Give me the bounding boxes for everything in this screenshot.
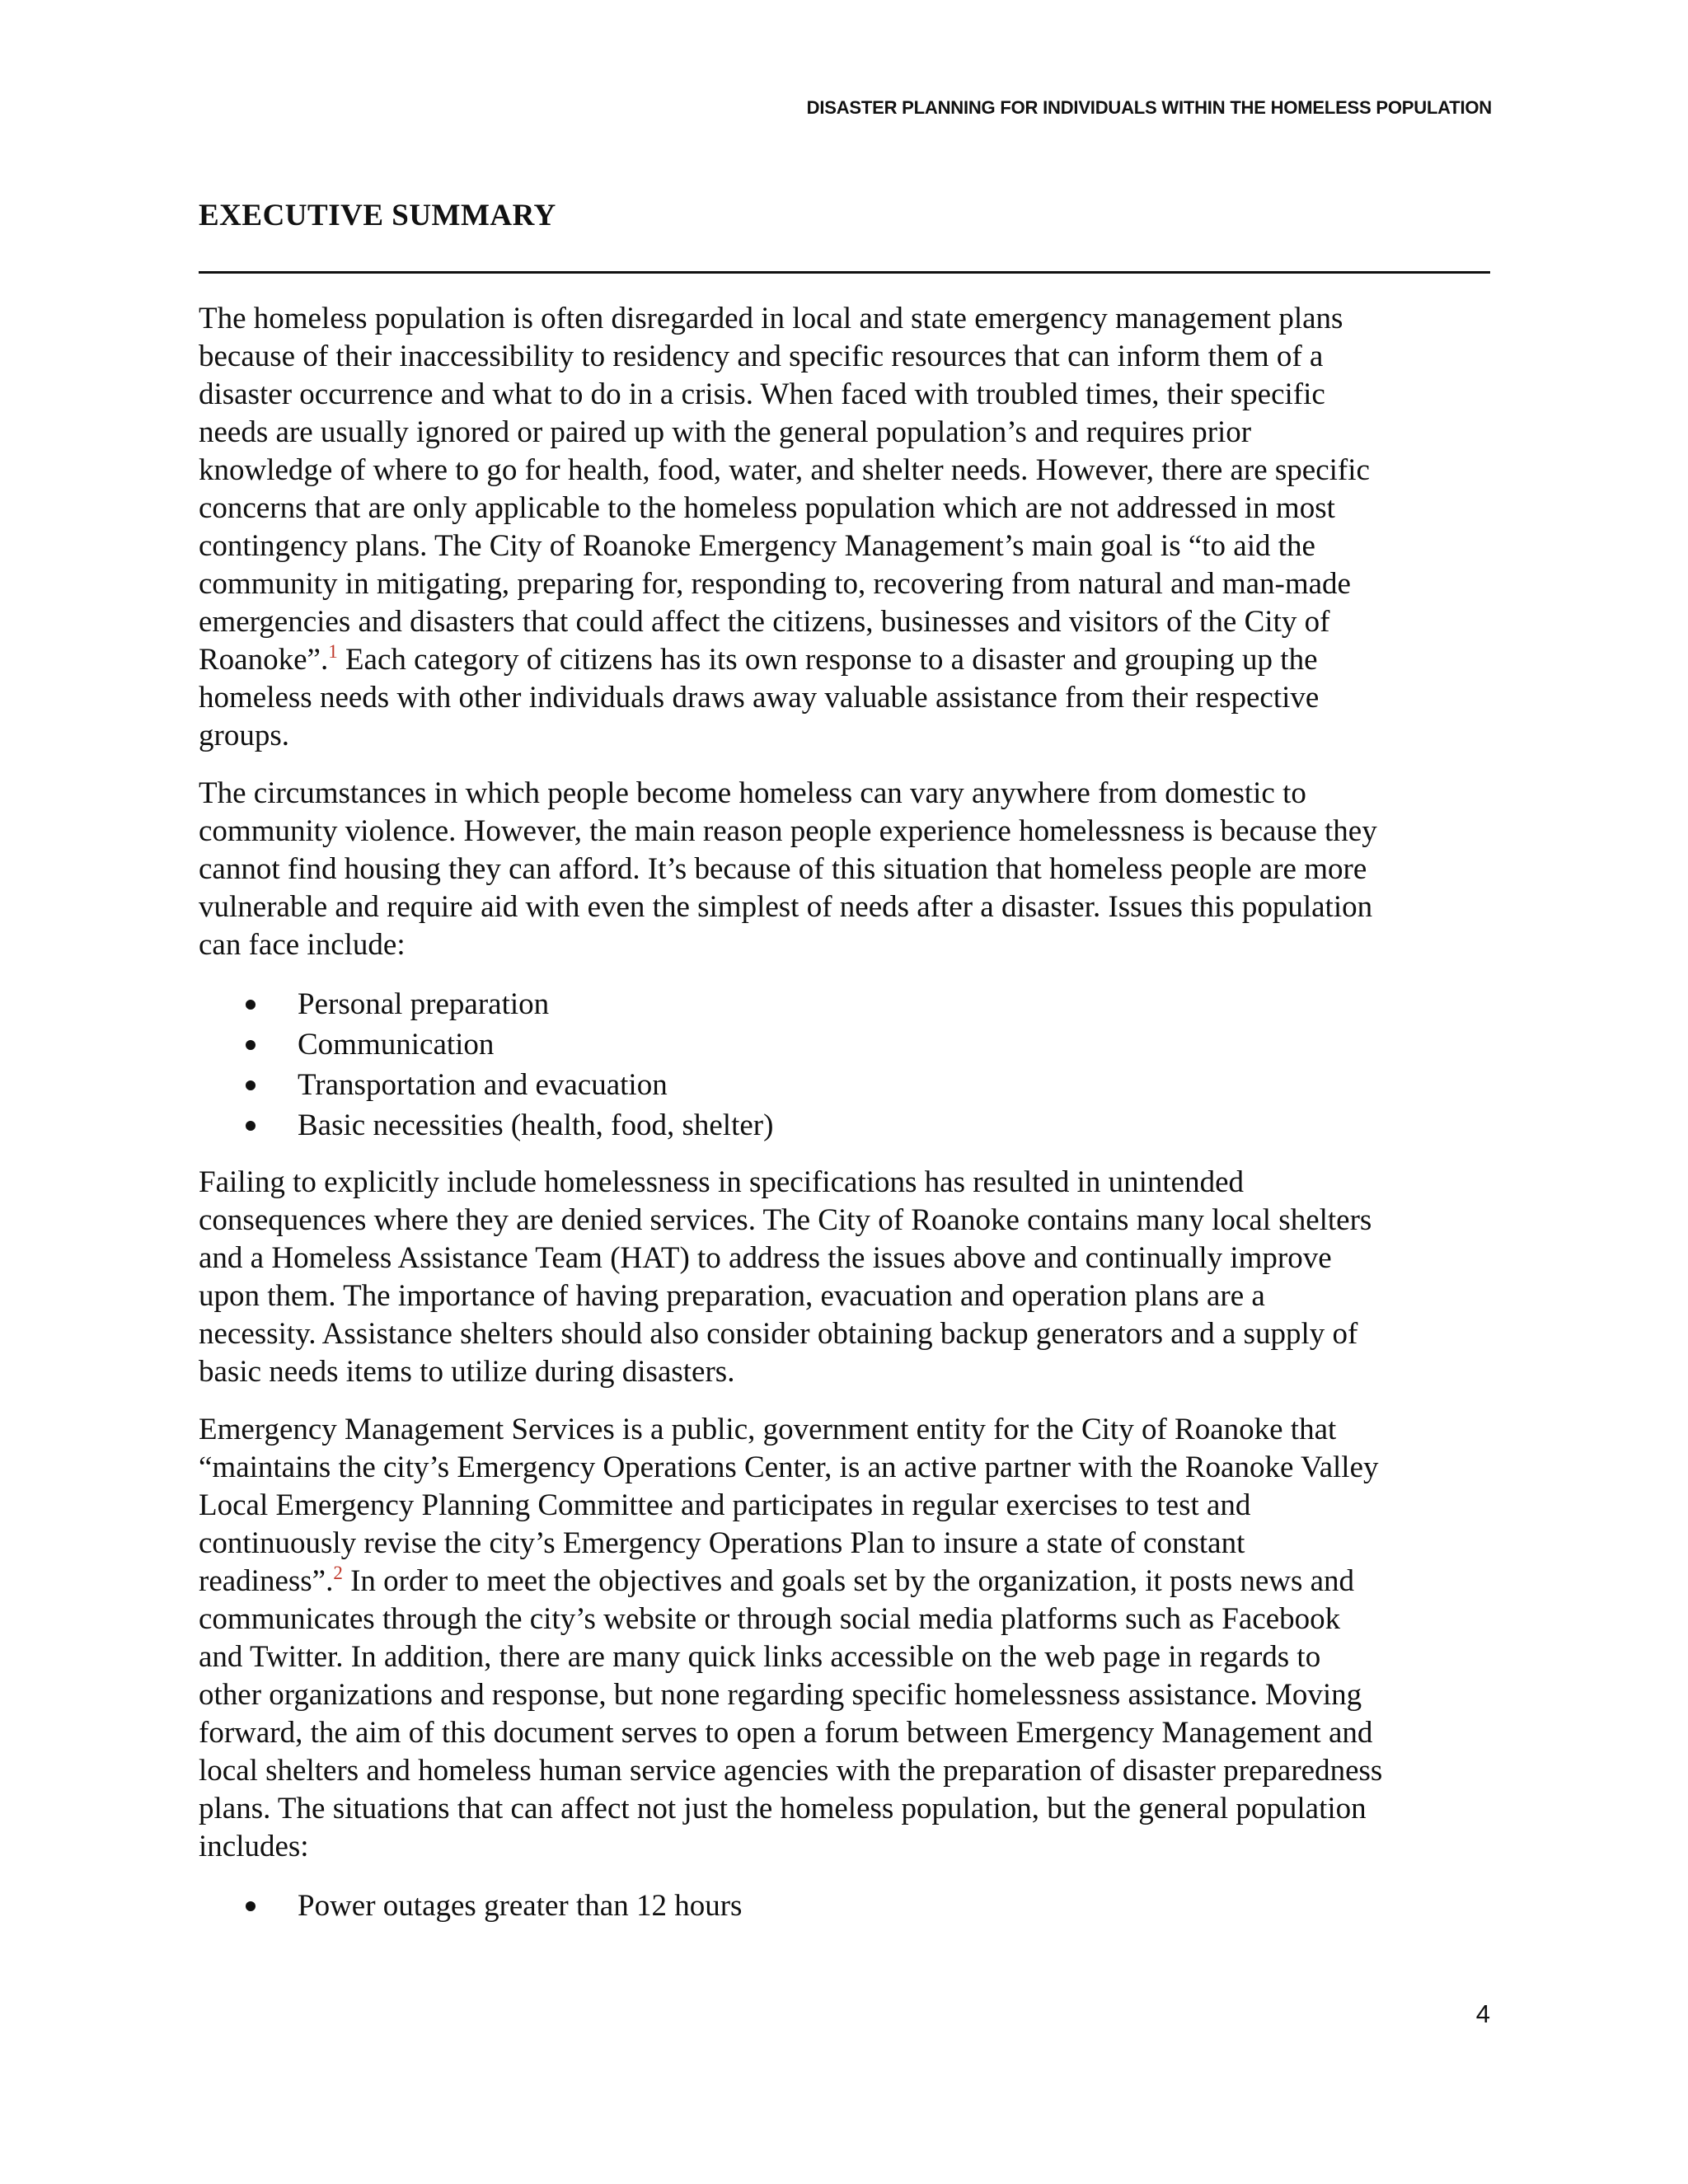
paragraph-line: contingency plans. The City of Roanoke Emergency Management’s main goal is “to aid the [199,529,1315,563]
paragraph-line: groups. [199,719,289,752]
paragraph-line: Failing to explicitly include homelessness in specifications has resulted in unintended [199,1165,1245,1199]
section-title: EXECUTIVE SUMMARY [199,199,556,232]
bullet-icon [246,1040,256,1050]
list-item [199,1886,1490,1926]
situations-list [199,1886,1490,1926]
bullet-icon [246,1000,256,1010]
list-item [199,984,1490,1024]
footnote-ref-1[interactable]: 1 [328,641,338,662]
list-item-text: Transportation and evacuation [298,1068,668,1102]
paragraph-line: Emergency Management Services is a public, government entity for the City of Roanoke that [199,1413,1337,1446]
paragraph-1 [199,300,1490,755]
paragraph-line: community in mitigating, preparing for, responding to, recovering from natural and man-made [199,567,1351,601]
bullet-icon [246,1121,256,1131]
paragraph-line: and Twitter. In addition, there are many quick links accessible on the web page in regards to [199,1640,1321,1674]
paragraph-line: and a Homeless Assistance Team (HAT) to address the issues above and continually improve [199,1241,1332,1275]
paragraph-line: upon them. The importance of having preparation, evacuation and operation plans are a [199,1279,1265,1313]
paragraph-line: basic needs items to utilize during disasters. [199,1355,735,1389]
paragraph-line: includes: [199,1830,309,1863]
list-item-text: Personal preparation [298,987,550,1021]
paragraph-3 [199,1164,1490,1391]
paragraph-line [199,641,1490,679]
page-number: 4 [1475,1999,1490,2028]
paragraph-line: homeless needs with other individuals draws away valuable assistance from their respective [199,681,1320,715]
list-item-text: Communication [298,1028,495,1062]
paragraph-line: other organizations and response, but none regarding specific homelessness assistance. Moving [199,1678,1362,1712]
list-item [199,1024,1490,1065]
issues-list [199,984,1490,1146]
paragraph-4 [199,1411,1490,1866]
paragraph-line: cannot find housing they can afford. It’s because of this situation that homeless people are more [199,852,1367,886]
paragraph-line: consequences where they are denied services. The City of Roanoke contains many local shelters [199,1203,1372,1237]
quote-end: Roanoke”. [199,643,329,677]
bullet-icon [246,1901,256,1911]
paragraph-line: “maintains the city’s Emergency Operations Center, is an active partner with the Roanoke Valley [199,1451,1379,1484]
list-item-text: Basic necessities (health, food, shelter) [298,1108,774,1142]
paragraph-line: necessity. Assistance shelters should also consider obtaining backup generators and a supply of [199,1317,1358,1351]
paragraph-line: can face include: [199,928,406,962]
paragraph-line: The homeless population is often disregarded in local and state emergency management plans [199,302,1343,335]
paragraph-2 [199,775,1490,964]
paragraph-line: community violence. However, the main reason people experience homelessness is because they [199,814,1377,848]
paragraph-line: because of their inaccessibility to residency and specific resources that can inform them of a [199,340,1324,373]
paragraph-line [199,1563,1490,1601]
paragraph-line: local shelters and homeless human service agencies with the preparation of disaster preparedness [199,1754,1383,1788]
paragraph-line: disaster occurrence and what to do in a crisis. When faced with troubled times, their specific [199,377,1325,411]
quote-end: readiness”. [199,1564,334,1598]
running-header: DISASTER PLANNING FOR INDIVIDUALS WITHIN THE HOMELESS POPULATION [806,97,1492,118]
list-item-text: Power outages greater than 12 hours [298,1889,743,1923]
paragraph-line: concerns that are only applicable to the homeless population which are not addressed in most [199,491,1335,525]
list-item [199,1065,1490,1105]
bullet-icon [246,1080,256,1090]
paragraph-line: forward, the aim of this document serves to open a forum between Emergency Management and [199,1716,1373,1750]
footnote-ref-2[interactable]: 2 [333,1563,343,1583]
title-divider [199,271,1490,274]
paragraph-line: plans. The situations that can affect not just the homeless population, but the general population [199,1792,1367,1825]
paragraph-line: knowledge of where to go for health, food, water, and shelter needs. However, there are specific [199,453,1370,487]
paragraph-line: continuously revise the city’s Emergency Operations Plan to insure a state of constant [199,1526,1245,1560]
line-continuation: In order to meet the objectives and goals set by the organization, it posts news and [342,1564,1355,1598]
line-continuation: Each category of citizens has its own response to a disaster and grouping up the [337,643,1318,677]
paragraph-line: needs are usually ignored or paired up with the general population’s and requires prior [199,415,1252,449]
paragraph-line: communicates through the city’s website or through social media platforms such as Facebook [199,1602,1341,1636]
paragraph-line: The circumstances in which people become homeless can vary anywhere from domestic to [199,776,1306,810]
paragraph-line: vulnerable and require aid with even the simplest of needs after a disaster. Issues this population [199,890,1373,924]
document-body [199,300,1490,1944]
paragraph-line: Local Emergency Planning Committee and participates in regular exercises to test and [199,1488,1251,1522]
list-item [199,1105,1490,1146]
paragraph-line: emergencies and disasters that could affect the citizens, businesses and visitors of the City of [199,605,1330,639]
